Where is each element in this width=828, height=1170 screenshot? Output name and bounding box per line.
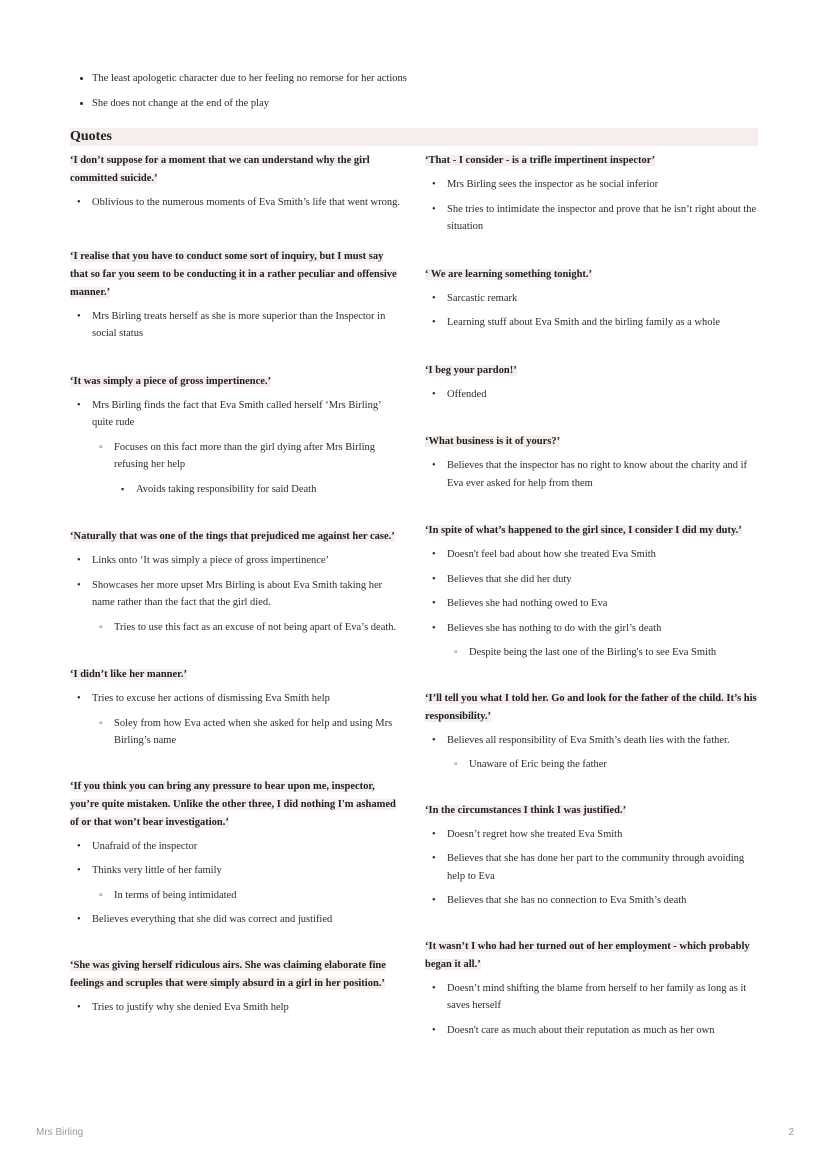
quote-point: • Mrs Birling finds the fact that Eva Smith called herself ‘Mrs Birling’ quite rude ◦ Focuses on this fact more than the girl dying after Mrs Birling refusing her help ▪ Avoids taking responsibility for said Death	[70, 397, 400, 499]
quote-subpoint: ◦ In terms of being intimidated	[92, 887, 400, 905]
quote-block	[425, 362, 759, 404]
quote-block	[425, 802, 759, 910]
right-column	[425, 152, 759, 1065]
quote: ‘That - I consider - is a trifle impertinent inspector’	[425, 155, 656, 166]
quote-point: • Learning stuff about Eva Smith and the birling family as a whole	[425, 314, 759, 332]
quote: ‘What business is it of yours?’	[425, 436, 561, 447]
intro-bullet: • The least apologetic character due to her feeling no remorse for her actions	[92, 70, 770, 87]
quote-block	[425, 266, 759, 332]
quote-point: • Believes all responsibility of Eva Smith’s death lies with the father. ◦ Unaware of Eric being the father	[425, 732, 759, 774]
quote-point: • Believes that she has no connection to Eva Smith’s death	[425, 892, 759, 910]
quote-point: • Doesn’t regret how she treated Eva Smith	[425, 826, 759, 844]
quote-point: • Oblivious to the numerous moments of Eva Smith’s life that went wrong.	[70, 194, 400, 212]
quote-block	[425, 938, 759, 1040]
quote: ‘It was simply a piece of gross impertinence.’	[70, 375, 272, 387]
intro-list	[70, 70, 770, 120]
quote-subpoint: ◦ Unaware of Eric being the father	[447, 756, 759, 774]
quote-subpoint: ◦ Soley from how Eva acted when she asked for help and using Mrs Birling’s name	[92, 715, 400, 750]
footer-title: Mrs Birling	[36, 1127, 84, 1138]
quote-point: • Believes that she has done her part to the community through avoiding help to Eva	[425, 850, 759, 885]
quote-point: • Unafraid of the inspector	[70, 838, 400, 856]
quote: ‘In the circumstances I think I was justified.’	[425, 804, 627, 816]
quote: ‘I don’t suppose for a moment that we can understand why the girl committed suicide.’	[70, 155, 370, 184]
quote-subpoint: ◦ Tries to use this fact as an excuse of not being apart of Eva’s death.	[92, 619, 400, 637]
quote-point: • Tries to justify why she denied Eva Smith help	[70, 999, 400, 1017]
quote: ‘It wasn’t I who had her turned out of her employment - which probably began it all.’	[425, 940, 750, 970]
quote-subpoint: ◦ Despite being the last one of the Birling's to see Eva Smith	[447, 644, 759, 662]
quote-subpoint: ◦ Focuses on this fact more than the girl dying after Mrs Birling refusing her help ▪ Avoids taking responsibility for said Death	[92, 439, 400, 499]
quote-point: • Mrs Birling sees the inspector as he social inferior	[425, 176, 759, 194]
quote-subsubpoint: ▪ Avoids taking responsibility for said Death	[114, 481, 400, 499]
quote-block	[70, 152, 400, 212]
quote-point: • Sarcastic remark	[425, 290, 759, 308]
quote-block	[70, 778, 400, 929]
quote-point: • Offended	[425, 386, 759, 404]
quote-point: • Tries to excuse her actions of dismissing Eva Smith help ◦ Soley from how Eva acted when she asked for help and using Mrs Birling’s name	[70, 690, 400, 750]
quote-block	[425, 433, 759, 492]
quote-point: • Believes everything that she did was correct and justified	[70, 911, 400, 929]
quote-block	[70, 373, 400, 499]
quote-point: • Doesn't care as much about their reputation as much as her own	[425, 1022, 759, 1040]
quote-point: • Links onto ‘It was simply a piece of gross impertinence’	[70, 552, 400, 570]
section-heading: Quotes	[70, 128, 758, 146]
quote: ‘She was giving herself ridiculous airs. She was claiming elaborate fine feelings and scruples that were simply absurd in a girl in her position.’	[70, 959, 386, 989]
quote-point: • Believes that the inspector has no right to know about the charity and if Eva ever asked for help from them	[425, 457, 759, 492]
quote-point: • Mrs Birling treats herself as she is more superior than the Inspector in social status	[70, 308, 400, 343]
quote-point: • Thinks very little of her family ◦ In terms of being intimidated	[70, 862, 400, 904]
intro-bullet: • She does not change at the end of the play	[92, 95, 770, 112]
quote-point: • Doesn't feel bad about how she treated Eva Smith	[425, 546, 759, 564]
quote-block	[70, 248, 400, 343]
quote: ‘I beg your pardon!’	[425, 364, 517, 376]
left-column	[70, 152, 400, 1042]
quote: ‘I realise that you have to conduct some sort of inquiry, but I must say that so far you seem to be conducting it in a rather peculiar and offensive manner.’	[70, 250, 397, 298]
quote-point: • Believes that she did her duty	[425, 571, 759, 589]
quote-block	[70, 528, 400, 636]
quote: ‘ We are learning something tonight.’	[425, 268, 593, 280]
quote: ‘If you think you can bring any pressure to bear upon me, inspector, you’re quite mistaken. Unlike the other three, I did nothing I'm ashamed of or that won’t bear investigation.’	[70, 780, 396, 828]
quote: ‘I’ll tell you what I told her. Go and look for the father of the child. It’s his responsibility.’	[425, 692, 757, 722]
quote-point: • She tries to intimidate the inspector and prove that he isn’t right about the situation	[425, 201, 759, 236]
quote-block	[425, 690, 759, 774]
quote: ‘Naturally that was one of the tings that prejudiced me against her case.’	[70, 531, 395, 542]
quote: ‘In spite of what’s happened to the girl since, I consider I did my duty.’	[425, 525, 742, 536]
quote-block	[70, 957, 400, 1017]
quote: ‘I didn’t like her manner.’	[70, 669, 187, 680]
quote-point: • Believes she had nothing owed to Eva	[425, 595, 759, 613]
quote-block	[425, 152, 759, 236]
quote-point: • Believes she has nothing to do with the girl’s death ◦ Despite being the last one of the Birling's to see Eva Smith	[425, 620, 759, 662]
quote-point: • Showcases her more upset Mrs Birling is about Eva Smith taking her name rather than the fact that the girl died. ◦ Tries to use this fact as an excuse of not being apart of Eva’s death.	[70, 577, 400, 637]
page-number: 2	[788, 1127, 794, 1138]
quote-block	[70, 666, 400, 750]
quote-block	[425, 522, 759, 662]
quote-point: • Doesn’t mind shifting the blame from herself to her family as long as it saves herself	[425, 980, 759, 1015]
